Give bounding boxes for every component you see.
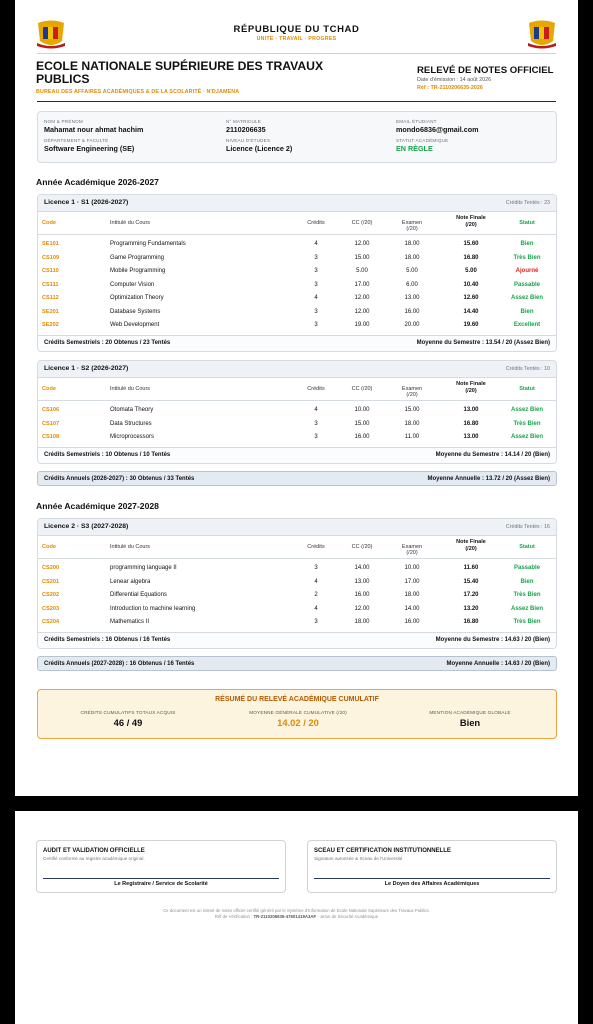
course-exam-grade: 20.00	[404, 322, 420, 328]
student-email-field: EMAIL ÉTUDIANT mondo6836@gmail.com	[396, 119, 479, 134]
column-cc: CC (/20)	[351, 544, 373, 550]
course-exam-grade: 16.00	[404, 619, 420, 625]
semester-footer	[38, 447, 556, 463]
signature-line	[43, 878, 279, 879]
divider	[37, 53, 556, 54]
course-exam-grade: 18.00	[404, 254, 420, 261]
course-title: Otomata Theory	[110, 407, 154, 413]
issue-date: Date d'émission : 14 août 2026	[417, 77, 492, 83]
year-heading: Année Académique 2027-2028	[36, 501, 159, 511]
column-exam: Examen (/20)	[401, 220, 423, 232]
course-cc-grade: 12.00	[354, 295, 370, 301]
course-exam-grade: 13.00	[404, 295, 420, 301]
course-final-grade: 13.20	[463, 605, 479, 612]
course-status: Passable	[513, 565, 541, 571]
divider	[37, 101, 556, 102]
course-exam-grade: 5.00	[406, 268, 418, 274]
semester-average: Moyenne du Semestre : 13.54 / 20 (Assez Bien)	[416, 339, 550, 346]
course-credits: 3	[314, 254, 318, 261]
course-cc-grade: 15.00	[354, 254, 370, 261]
semester-title: Licence 2 · S3 (2027-2028)	[44, 523, 129, 530]
course-row	[38, 278, 556, 292]
course-status: Très Bien	[513, 592, 541, 598]
course-row	[38, 318, 556, 332]
column-final-label: Note Finale	[456, 215, 486, 221]
course-status: Assez Bien	[510, 407, 543, 413]
course-credits: 3	[314, 434, 318, 440]
course-cc-grade: 10.00	[354, 407, 370, 413]
course-code: SE201	[42, 308, 59, 315]
credits-attempted: Crédits Tentés : 10	[505, 366, 550, 372]
column-final-grade	[446, 381, 496, 395]
column-final-unit: (/20)	[465, 388, 477, 394]
course-final-grade: 14.40	[463, 308, 479, 315]
semester-credits: Crédits Semestriels : 10 Obtenus / 10 Tentés	[44, 451, 171, 458]
course-cc-grade: 18.00	[354, 619, 370, 625]
course-cc-grade: 15.00	[354, 420, 370, 427]
course-title: Web Development	[110, 322, 160, 328]
course-final-grade: 15.40	[463, 578, 479, 585]
country-name: RÉPUBLIQUE DU TCHAD	[233, 24, 360, 35]
course-cc-grade: 14.00	[354, 565, 370, 571]
course-final-grade: 16.80	[463, 420, 479, 427]
course-title: Introduction to machine learning	[110, 605, 196, 612]
course-exam-grade: 15.00	[404, 407, 420, 413]
course-final-grade: 13.00	[463, 407, 479, 413]
table-header	[38, 378, 556, 401]
semester-header	[38, 519, 556, 536]
course-status: Assez Bien	[510, 434, 543, 440]
course-status: Ajourné	[515, 268, 539, 274]
overall-mention: MENTION ACADÉMIQUE GLOBALE Bien	[429, 710, 511, 728]
credits-attempted: Crédits Tentés : 23	[505, 200, 550, 206]
course-final-grade: 11.60	[463, 565, 479, 571]
course-cc-grade: 16.00	[354, 434, 370, 440]
course-title: Data Structures	[110, 420, 152, 427]
audit-signature-box: AUDIT ET VALIDATION OFFICIELLE Certifié conforme au registre académique original. Le Registraire / Service de Scolarité	[36, 840, 286, 893]
course-row	[38, 251, 556, 265]
course-credits: 3	[314, 565, 318, 571]
course-final-grade: 5.00	[465, 268, 477, 274]
semester-title: Licence 1 · S1 (2026-2027)	[44, 199, 129, 206]
course-code: SE101	[42, 241, 59, 247]
column-credits: Crédits	[307, 544, 325, 550]
course-final-grade: 19.60	[463, 322, 479, 328]
column-exam: Examen (/20)	[401, 386, 423, 398]
semester-header	[38, 195, 556, 212]
course-credits: 3	[314, 619, 318, 625]
school-name: ECOLE NATIONALE SUPÉRIEURE DES TRAVAUX PUBLICS	[36, 59, 324, 86]
semester-table	[37, 194, 557, 352]
column-title: Intitulé du Cours	[110, 386, 151, 392]
semester-header	[38, 361, 556, 378]
course-status: Excellent	[513, 322, 541, 328]
cumulative-summary	[37, 689, 557, 739]
course-title: Programming Fundamentals	[110, 241, 186, 247]
course-code: CS111	[42, 281, 59, 288]
course-title: Game Programming	[110, 254, 165, 261]
course-cc-grade: 17.00	[354, 281, 370, 288]
course-row	[38, 561, 556, 575]
course-credits: 3	[314, 420, 318, 427]
semester-credits: Crédits Semestriels : 20 Obtenus / 23 Tentés	[44, 339, 171, 346]
summary-title: RÉSUMÉ DU RELEVÉ ACADÉMIQUE CUMULATIF	[215, 696, 379, 703]
course-cc-grade: 19.00	[354, 322, 370, 328]
course-code: CS106	[42, 407, 60, 413]
course-code: CS201	[42, 578, 60, 585]
course-status: Assez Bien	[510, 295, 543, 301]
course-status: Passable	[513, 281, 541, 288]
semester-footer	[38, 632, 556, 648]
semester-footer	[38, 335, 556, 351]
course-row	[38, 602, 556, 616]
column-credits: Crédits	[307, 220, 325, 226]
course-status: Bien	[520, 241, 534, 247]
course-exam-grade: 18.00	[404, 241, 420, 247]
course-cc-grade: 12.00	[354, 241, 370, 247]
course-row	[38, 615, 556, 629]
course-credits: 4	[314, 407, 318, 413]
column-status: Statut	[519, 220, 535, 226]
column-status: Statut	[519, 544, 535, 550]
course-row	[38, 403, 556, 417]
course-exam-grade: 17.00	[404, 578, 420, 585]
column-final-unit: (/20)	[465, 546, 477, 552]
course-credits: 3	[314, 281, 318, 288]
disclaimer: Ce document est un relevé de notes officiel certifié généré par le Système d'Information de Ecole Nationale Supérieure des Travaux Publics. Réf de Vérification : TR-2110206635-47601419A3AF · Jeton de Sécurité Académique	[163, 908, 430, 919]
semester-table	[37, 360, 557, 464]
course-status: Très Bien	[513, 254, 541, 261]
course-cc-grade: 12.00	[354, 605, 370, 612]
course-title: Database Systems	[110, 308, 161, 315]
course-code: CS109	[42, 254, 60, 261]
column-code: Code	[42, 386, 56, 392]
cumulative-credits: CRÉDITS CUMULATIFS TOTAUX ACQUIS 46 / 49	[80, 710, 176, 728]
transcript-page-2	[15, 811, 578, 1024]
student-info-card	[37, 111, 557, 163]
course-code: CS112	[42, 295, 59, 301]
course-code: SE202	[42, 322, 59, 328]
course-code: CS110	[42, 268, 59, 274]
status-badge: EN RÈGLE	[396, 144, 433, 153]
course-exam-grade: 18.00	[404, 592, 420, 598]
semester-title: Licence 1 · S2 (2026-2027)	[44, 365, 129, 372]
document-reference: Réf : TR-2110206635-2026	[417, 85, 483, 91]
column-final-label: Note Finale	[456, 381, 486, 387]
course-credits: 4	[314, 605, 318, 612]
column-code: Code	[42, 220, 56, 226]
course-exam-grade: 16.00	[404, 308, 420, 315]
semester-table	[37, 518, 557, 649]
course-final-grade: 10.40	[463, 281, 479, 288]
course-row	[38, 264, 556, 278]
course-status: Bien	[520, 578, 534, 585]
course-final-grade: 17.20	[463, 592, 479, 598]
national-motto: UNITE · TRAVAIL · PROGRES	[256, 36, 337, 42]
course-cc-grade: 13.00	[354, 578, 370, 585]
student-status-field: STATUT ACADÉMIQUE EN RÈGLE	[396, 138, 449, 153]
course-title: Lenear algebra	[110, 578, 151, 585]
column-exam: Examen (/20)	[401, 544, 423, 556]
column-cc: CC (/20)	[351, 220, 373, 226]
column-title: Intitulé du Cours	[110, 544, 151, 550]
verification-reference: TR-2110206635-47601419A3AF	[253, 914, 317, 919]
course-exam-grade: 18.00	[404, 420, 420, 427]
year-heading: Année Académique 2026-2027	[36, 177, 159, 187]
column-title: Intitulé du Cours	[110, 220, 151, 226]
column-cc: CC (/20)	[351, 386, 373, 392]
student-department-field: DÉPARTEMENT & FACULTÉ Software Engineering (SE)	[44, 138, 135, 153]
student-name-field: NOM & PRÉNOM Mahamat nour ahmat hachim	[44, 119, 144, 134]
course-row	[38, 588, 556, 602]
table-header	[38, 536, 556, 559]
table-header	[38, 212, 556, 235]
annual-summary: Crédits Annuels (2027-2028) : 16 Obtenus / 16 Tentés Moyenne Annuelle : 14.63 / 20 (Bien)	[37, 656, 557, 671]
course-title: Microprocessors	[110, 434, 155, 440]
course-final-grade: 16.80	[463, 619, 479, 625]
course-final-grade: 16.80	[463, 254, 479, 261]
course-row	[38, 237, 556, 251]
column-status: Statut	[519, 386, 535, 392]
bureau-name: BUREAU DES AFFAIRES ACADÉMIQUES & DE LA SCOLARITÉ · N'DJAMENA	[36, 89, 240, 95]
semester-credits: Crédits Semestriels : 16 Obtenus / 16 Tentés	[44, 636, 171, 643]
course-title: Optimization Theory	[110, 295, 164, 301]
column-final-unit: (/20)	[465, 222, 477, 228]
course-title: programming language II	[110, 565, 177, 571]
course-credits: 4	[314, 241, 318, 247]
seal-signature-box: SCEAU ET CERTIFICATION INSTITUTIONNELLE Signature autorisée & Sceau de l'Université Le Doyen des Affaires Académiques	[307, 840, 557, 893]
column-credits: Crédits	[307, 386, 325, 392]
transcript-page-1	[15, 0, 578, 796]
column-final-grade	[446, 215, 496, 229]
course-final-grade: 12.60	[463, 295, 479, 301]
signature-line	[314, 878, 550, 879]
course-credits: 2	[314, 592, 318, 598]
course-status: Assez Bien	[510, 605, 543, 612]
cumulative-gpa: MOYENNE GÉNÉRALE CUMULATIVE (/20) 14.02 / 20	[249, 710, 347, 728]
course-title: Mathematics II	[110, 619, 150, 625]
course-exam-grade: 6.00	[406, 281, 418, 288]
course-exam-grade: 14.00	[404, 605, 420, 612]
course-final-grade: 13.00	[463, 434, 479, 440]
course-final-grade: 15.60	[463, 241, 479, 247]
course-status: Très Bien	[513, 420, 541, 427]
course-credits: 3	[314, 268, 318, 274]
course-title: Differential Equations	[110, 592, 167, 598]
course-code: CS200	[42, 565, 60, 571]
course-row	[38, 575, 556, 589]
course-status: Très Bien	[513, 619, 541, 625]
student-level-field: NIVEAU D'ÉTUDES Licence (Licence 2)	[226, 138, 293, 153]
course-row	[38, 417, 556, 431]
document-title: RELEVÉ DE NOTES OFFICIEL	[417, 65, 554, 76]
course-credits: 4	[314, 295, 318, 301]
course-cc-grade: 16.00	[354, 592, 370, 598]
course-credits: 3	[314, 308, 318, 315]
credits-attempted: Crédits Tentés : 16	[505, 524, 550, 530]
semester-average: Moyenne du Semestre : 14.63 / 20 (Bien)	[435, 636, 550, 643]
course-row	[38, 430, 556, 444]
course-code: CS107	[42, 420, 60, 427]
course-title: Mobile Programming	[110, 268, 166, 274]
course-exam-grade: 10.00	[404, 565, 420, 571]
course-row	[38, 291, 556, 305]
course-exam-grade: 11.00	[404, 434, 420, 440]
course-cc-grade: 12.00	[354, 308, 370, 315]
course-row	[38, 305, 556, 319]
course-code: CS203	[42, 605, 60, 612]
course-code: CS202	[42, 592, 60, 598]
course-credits: 3	[314, 322, 318, 328]
course-status: Bien	[520, 308, 534, 315]
annual-summary: Crédits Annuels (2026-2027) : 30 Obtenus / 33 Tentés Moyenne Annuelle : 13.72 / 20 (Assez Bien)	[37, 471, 557, 486]
column-final-label: Note Finale	[456, 539, 486, 545]
course-code: CS108	[42, 434, 60, 440]
column-final-grade	[446, 539, 496, 553]
course-cc-grade: 5.00	[356, 268, 368, 274]
course-credits: 4	[314, 578, 318, 585]
course-code: CS204	[42, 619, 60, 625]
semester-average: Moyenne du Semestre : 14.14 / 20 (Bien)	[435, 451, 550, 458]
course-title: Computer Vision	[110, 281, 155, 288]
column-code: Code	[42, 544, 56, 550]
student-matricule-field: N° MATRICULE 2110206635	[226, 119, 266, 134]
